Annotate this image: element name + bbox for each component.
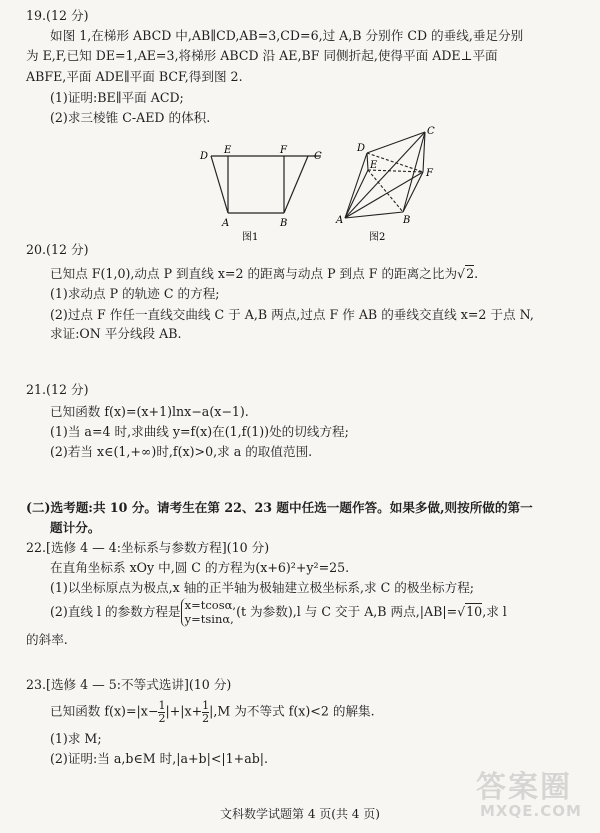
abs-bar: | xyxy=(165,703,170,719)
q23-line1 xyxy=(50,700,375,724)
fig2-label-B: B xyxy=(403,215,411,226)
watermark-logo xyxy=(470,758,590,828)
q19-line3: ABFE,平面 ADE∥平面 BCF,得到图 2. xyxy=(26,69,243,84)
param-eq-x: x=tcosα, xyxy=(184,598,237,612)
fig1-label-A: A xyxy=(222,218,230,229)
q22-part2-cont: 的斜率. xyxy=(26,632,68,647)
sqrt-sign: √ xyxy=(457,603,466,619)
q23-line1-end: ,M 为不等式 f(x)<2 的解集. xyxy=(213,703,375,719)
q23-part1: (1)求 M; xyxy=(50,731,102,746)
q22-line1: 在直角坐标系 xOy 中,圆 C 的方程为(x+6)²+y²=25. xyxy=(50,560,350,575)
frac-den: 2 xyxy=(158,711,166,725)
param-eq-y: y=tsinα, xyxy=(184,612,234,627)
q22-header: 22.[选修 4 — 4:坐标系与参数方程](10 分) xyxy=(26,540,270,555)
figure-2-folded-solid xyxy=(333,120,443,245)
q20-line1-end: . xyxy=(474,266,479,281)
fig1-label-F: F xyxy=(280,145,287,156)
q20-part1: (1)求动点 P 的轨迹 C 的方程; xyxy=(50,286,220,301)
q20-part2: (2)过点 F 作任一直线交曲线 C 于 A,B 两点,过点 F 作 AB 的垂线交直线 x=2 于点 N, xyxy=(50,307,534,322)
q22-part2-text: (2)直线 l 的参数方程是 xyxy=(50,603,181,619)
q23-line1-text: 已知函数 f(x)= xyxy=(50,703,137,719)
q22-part1: (1)以坐标原点为极点,x 轴的正半轴为极轴建立极坐标系,求 C 的极坐标方程; xyxy=(50,580,475,595)
fig2-label-A: A xyxy=(336,215,344,226)
q22-part2 xyxy=(50,598,507,627)
fig1-label-E: E xyxy=(224,145,232,156)
fig2-label-E: E xyxy=(370,160,378,171)
q21-line1: 已知函数 f(x)=(x+1)lnx−a(x−1). xyxy=(50,404,249,419)
fig2-label-F: F xyxy=(426,168,433,179)
q19-line2: 为 E,F,已知 DE=1,AE=3,将梯形 ABCD 沿 AE,BF 同侧折起,使得平面 ADE⊥平面 xyxy=(26,48,498,63)
page-footer: 文科数学试题第 4 页(共 4 页) xyxy=(220,807,380,821)
q20-part2-cont: 求证:ON 平分线段 AB. xyxy=(50,326,182,341)
q23-part2: (2)证明:当 a,b∈M 时,|a+b|<|1+ab|. xyxy=(50,751,269,766)
frac-den: 2 xyxy=(202,711,210,725)
watermark-text-cn: 答案圈 xyxy=(476,770,572,805)
q20-line1 xyxy=(50,268,478,281)
q23-abs-a: x− xyxy=(140,703,159,719)
fig1-label-D: D xyxy=(200,151,209,162)
q19-part2: (2)求三棱锥 C-AED 的体积. xyxy=(50,110,211,125)
fig2-label-C: C xyxy=(427,126,435,137)
q20-header: 20.(12 分) xyxy=(26,242,89,257)
abs-bar: | xyxy=(180,703,185,719)
q19-line1: 如图 1,在梯形 ABCD 中,AB∥CD,AB=3,CD=6,过 A,B 分别作 CD 的垂线,垂足分别 xyxy=(50,28,524,43)
q21-part1: (1)当 a=4 时,求曲线 y=f(x)在(1,f(1))处的切线方程; xyxy=(50,424,349,439)
q23-abs-b: x+ xyxy=(184,703,203,719)
q21-header: 21.(12 分) xyxy=(26,382,89,397)
fig1-caption: 图1 xyxy=(242,232,259,243)
abs-bar: | xyxy=(209,703,214,719)
fig2-caption: 图2 xyxy=(369,232,386,243)
q19-header: 19.(12 分) xyxy=(26,8,89,23)
q23-plus: + xyxy=(169,703,181,719)
q21-part2: (2)若当 x∈(1,+∞)时,f(x)>0,求 a 的取值范围. xyxy=(50,444,313,459)
q20-line1-text: 已知点 F(1,0),动点 P 到直线 x=2 的距离与动点 P 到点 F 的距离之比为 xyxy=(50,266,458,281)
fig1-label-C: C xyxy=(314,151,322,162)
q19-part1: (1)证明:BE∥平面 ACD; xyxy=(50,90,184,105)
fig1-label-B: B xyxy=(280,218,288,229)
frac-num: 1 xyxy=(158,699,166,712)
elective-instruction-cont: 题计分。 xyxy=(50,520,101,535)
frac-num: 1 xyxy=(202,699,210,712)
q22-part2-mid: (t 为参数),l 与 C 交于 A,B 两点,|AB|= xyxy=(236,603,458,619)
figure-1-trapezoid xyxy=(196,144,336,244)
q22-radicand: 10 xyxy=(466,603,483,619)
q20-radicand: 2 xyxy=(466,266,475,281)
q22-part2-end: ,求 l xyxy=(482,603,507,619)
q23-header: 23.[选修 4 — 5:不等式选讲](10 分) xyxy=(26,677,232,692)
watermark-text-en: MXQE.COM xyxy=(480,802,582,820)
elective-instruction: (二)选考题:共 10 分。请考生在第 22、23 题中任选一题作答。如果多做,则按所做的第一 xyxy=(26,500,533,515)
fig2-label-D: D xyxy=(357,143,366,154)
sqrt-sign: √ xyxy=(457,266,466,281)
parametric-system xyxy=(181,598,236,627)
abs-bar: | xyxy=(136,703,141,719)
